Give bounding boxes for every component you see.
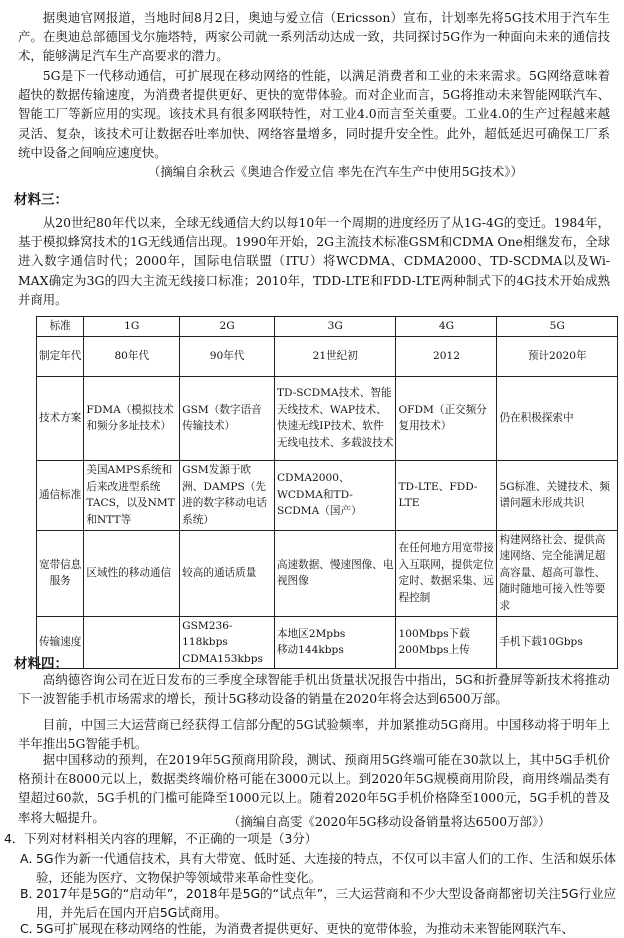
table-cell: 仍在积极探索中 (497, 376, 618, 460)
material2-source: （摘编自余秋云《奥迪合作爱立信 率先在汽车生产中使用5G技术》） (148, 164, 523, 179)
table-cell: 美国AMPS系统和后来改进型系统TACS，以及NMT和NTT等 (84, 460, 180, 530)
option-label: B． (20, 886, 41, 901)
option-text: 5G可扩展现在移动网络的性能，为消费者提供更好、更快的宽带体验，为推动未来智能网联汽车、 (36, 921, 574, 936)
generation-comparison-table (36, 316, 618, 669)
material4-paragraph-2: 目前，中国三大运营商已经获得工信部分配的5G试验频率，并加紧推动5G商用。中国移动将于明年上半年推出5G智能手机。 (18, 717, 610, 752)
table-cell: 5G标准、关键技术、频谱问题未形成共识 (497, 460, 618, 530)
material4-source: （摘编自高雯《2020年5G移动设备销量将达6500万部》） (228, 814, 551, 829)
table-cell: 21世纪初 (274, 336, 396, 376)
table-cell: 区域性的移动通信 (84, 530, 180, 616)
table-cell: GSM发源于欧洲、DAMPS（先进的数字移动电话系统） (180, 460, 275, 530)
material2-paragraph-2: 5G是下一代移动通信，可扩展现在移动网络的性能，以满足消费者和工业的未来需求。5G网络意味着超快的数据传输速度，为消费者提供更好、更快的宽带体验。而对企业而言，5G将推动未来智能网联汽车、智能工厂等新应用的实现。该技术具有很多网联特性，对工业4.0而言至关重要。工业4.0的生产过程越来越灵活、复杂，该技术可让数据吞吐率加快、网络容量增多，同时提升安全性。此外，超低延迟可确保工厂系统中设备之间响应速度快。 (18, 68, 610, 160)
table-cell: OFDM（正交频分复用技术） (396, 376, 497, 460)
table-cell: 本地区2Mpbs 移动144kbps (274, 616, 396, 669)
option-label: C． (20, 921, 42, 936)
table-row-label: 通信标准 (37, 460, 84, 530)
table-cell: 100Mbps下载 200Mbps上传 (396, 616, 497, 669)
table-cell: 预计2020年 (497, 336, 618, 376)
option-b[interactable] (20, 884, 616, 922)
table-header-cell: 3G (274, 317, 396, 337)
table-row-service (37, 530, 618, 616)
option-a[interactable] (20, 849, 616, 887)
table-row-label: 传输速度 (37, 616, 84, 669)
option-text: 2017年是5G的“启动年”，2018年是5G的“试点年”，三大运营商和不少大型设备商都密切关注5G行业应用，并先后在国内开启5G试商用。 (36, 886, 616, 921)
table-header-cell: 5G (497, 317, 618, 337)
option-label: A． (20, 851, 41, 866)
table-header-cell: 4G (396, 317, 497, 337)
table-row-speed (37, 616, 618, 669)
table-cell: GSM（数字语音传输技术） (180, 376, 275, 460)
table-header-cell: 2G (180, 317, 275, 337)
option-text: 5G作为新一代通信技术，具有大带宽、低时延、大连接的特点，不仅可以丰富人们的工作、生活和娱乐体验，还能为医疗、文物保护等领域带来革命性变化。 (36, 851, 616, 886)
table-row-standard (37, 460, 618, 530)
material4-heading: 材料四： (14, 656, 68, 672)
table-cell: 较高的通话质量 (180, 530, 275, 616)
table-row-label: 技术方案 (37, 376, 84, 460)
table-cell: FDMA（模拟技术和频分多址技术） (84, 376, 180, 460)
material2-paragraph-1: 据奥迪官网报道，当地时间8月2日，奥迪与爱立信（Ericsson）宣布，计划率先将5G技术用于汽车生产。在奥迪总部德国戈尔施塔特，两家公司就一系列活动达成一致，共同探讨5G作为一种面向未来的通信技术，能够满足汽车生产高要求的潜力。 (18, 10, 610, 64)
table-row-label: 宽带信息服务 (37, 530, 84, 616)
table-header-cell: 标准 (37, 317, 84, 337)
table-row-label: 制定年代 (37, 336, 84, 376)
table-header-cell: 1G (84, 317, 180, 337)
table-row-tech (37, 376, 618, 460)
table-cell: 在任何地方用宽带接入互联网，提供定位定时、数据采集、远程控制 (396, 530, 497, 616)
table-cell: CDMA2000、WCDMA和TD-SCDMA（国产） (274, 460, 396, 530)
table-cell (84, 616, 180, 669)
material3-paragraph-1: 从20世纪80年代以来，全球无线通信大约以每10年一个周期的进度经历了从1G-4G的变迁。1984年，基于模拟蜂窝技术的1G无线通信出现。1990年开始，2G主流技术标准GSM和CDMA One相继发布，全球进入数字通信时代；2000年，国际电信联盟（ITU）将WCDMA、CDMA2000、TD-SCDMA以及Wi-MAX确定为3G的四大主流无线接口标准；2010年，TDD-LTE和FDD-LTE两种制式下的4G技术开始成熟并商用。 (18, 215, 610, 307)
question-4-stem: 4．下列对材料相关内容的理解，不正确的一项是（3分） (4, 831, 318, 846)
table-cell: 90年代 (180, 336, 275, 376)
table-cell: GSM236-118kbps CDMA153kbps (180, 616, 275, 669)
table-cell: 高速数据、慢速图像、电视图像 (274, 530, 396, 616)
table-cell: 手机下载10Gbps (497, 616, 618, 669)
table-cell: 80年代 (84, 336, 180, 376)
table-cell: 2012 (396, 336, 497, 376)
table-cell: TD-LTE、FDD-LTE (396, 460, 497, 530)
option-c[interactable] (20, 919, 616, 938)
table-row-era (37, 336, 618, 376)
table-header-row (37, 317, 618, 337)
material4-paragraph-3: 据中国移动的预判，在2019年5G预商用阶段，测试、预商用5G终端可能在30款以上，其中5G手机价格预计在8000元以上，数据类终端价格可能在3000元以上。到2020年5G规模商用阶段，商用终端品类有望超过60款，5G手机的门槛可能降至1000元以上。随着2020年5G手机价格降至1000元，5G手机的普及率将大幅提升。 (18, 752, 610, 825)
material3-heading: 材料三： (14, 192, 68, 208)
table-cell: TD-SCDMA技术、智能天线技术、WAP技术、快速无线IP技术、软件无线电技术、多载波技术 (274, 376, 396, 460)
table-cell: 构建网络社会、提供高速网络、完全能满足超高容量、超高可靠性、随时随地可接入性等要求 (497, 530, 618, 616)
material4-paragraph-1: 高纳德咨询公司在近日发布的三季度全球智能手机出货量状况报告中指出，5G和折叠屏等新技术将推动下一波智能手机市场需求的增长，预计5G移动设备的销量在2020年将会达到6500万部。 (18, 672, 610, 707)
